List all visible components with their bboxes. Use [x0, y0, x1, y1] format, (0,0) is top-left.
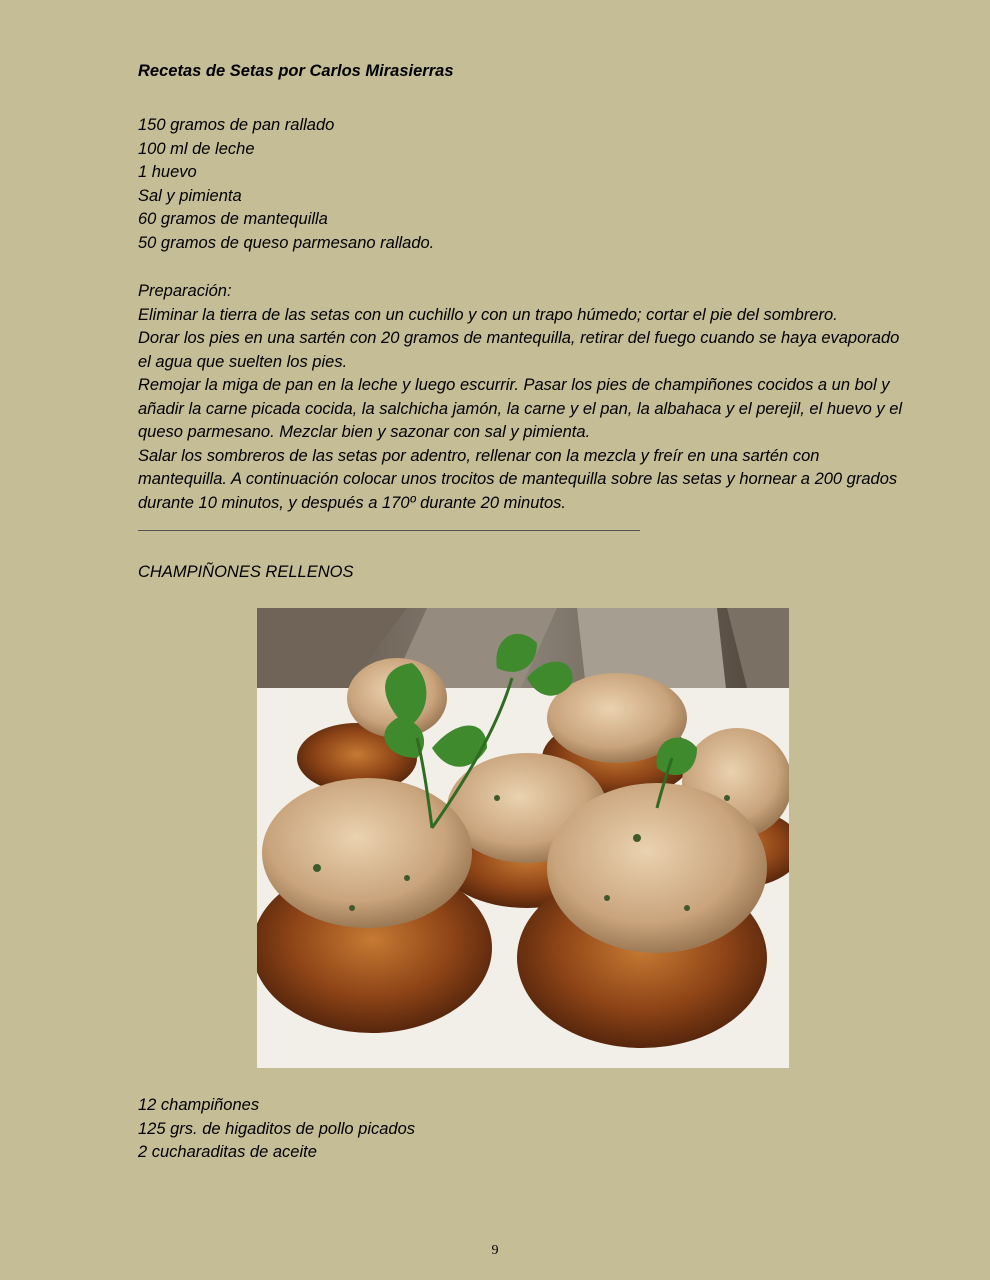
- ingredient-item: 12 champiñones: [138, 1096, 260, 1114]
- preparation-paragraph: Eliminar la tierra de las setas con un cuchillo y con un trapo húmedo; cortar el pie del sombrero.: [138, 305, 838, 324]
- ingredient-item: 60 gramos de mantequilla: [138, 210, 328, 228]
- ingredients-list-1: [138, 114, 908, 255]
- document-title: Recetas de Setas por Carlos Mirasierras: [138, 62, 454, 80]
- ingredient-item: 2 cucharaditas de aceite: [138, 1143, 317, 1161]
- preparation-section: [138, 280, 908, 515]
- preparation-paragraph: Dorar los pies en una sartén con 20 gramos de mantequilla, retirar del fuego cuando se haya evaporado el agua que suelten los pies.: [138, 329, 900, 371]
- recipe-title: CHAMPIÑONES RELLENOS: [138, 563, 354, 581]
- ingredient-item: 125 grs. de higaditos de pollo picados: [138, 1119, 416, 1138]
- section-divider: [138, 530, 640, 531]
- ingredient-item: 50 gramos de queso parmesano rallado.: [138, 233, 435, 252]
- ingredients-list-2: [138, 1094, 908, 1165]
- preparation-paragraph: Remojar la miga de pan en la leche y luego escurrir. Pasar los pies de champiñones cocidos a un bol y añadir la carne picada cocida, la salchicha jamón, la carne y el pan, la albahaca y el perejil, el huevo y el queso parmesano. Mezclar bien y sazonar con sal y pimienta.: [138, 376, 903, 441]
- preparation-label: Preparación:: [138, 282, 232, 300]
- stuffed-mushrooms-photo: [257, 608, 789, 1068]
- ingredient-item: 150 gramos de pan rallado: [138, 116, 335, 134]
- ingredient-item: 100 ml de leche: [138, 139, 255, 158]
- ingredient-item: Sal y pimienta: [138, 186, 242, 205]
- ingredient-item: 1 huevo: [138, 163, 197, 181]
- page-number: 9: [491, 1243, 499, 1258]
- preparation-paragraph: Salar los sombreros de las setas por adentro, rellenar con la mezcla y freír en una sartén con mantequilla. A continuación colocar unos trocitos de mantequilla sobre las setas y hornear a 200 grados durante 10 minutos, y después a 170º durante 20 minutos.: [138, 446, 898, 512]
